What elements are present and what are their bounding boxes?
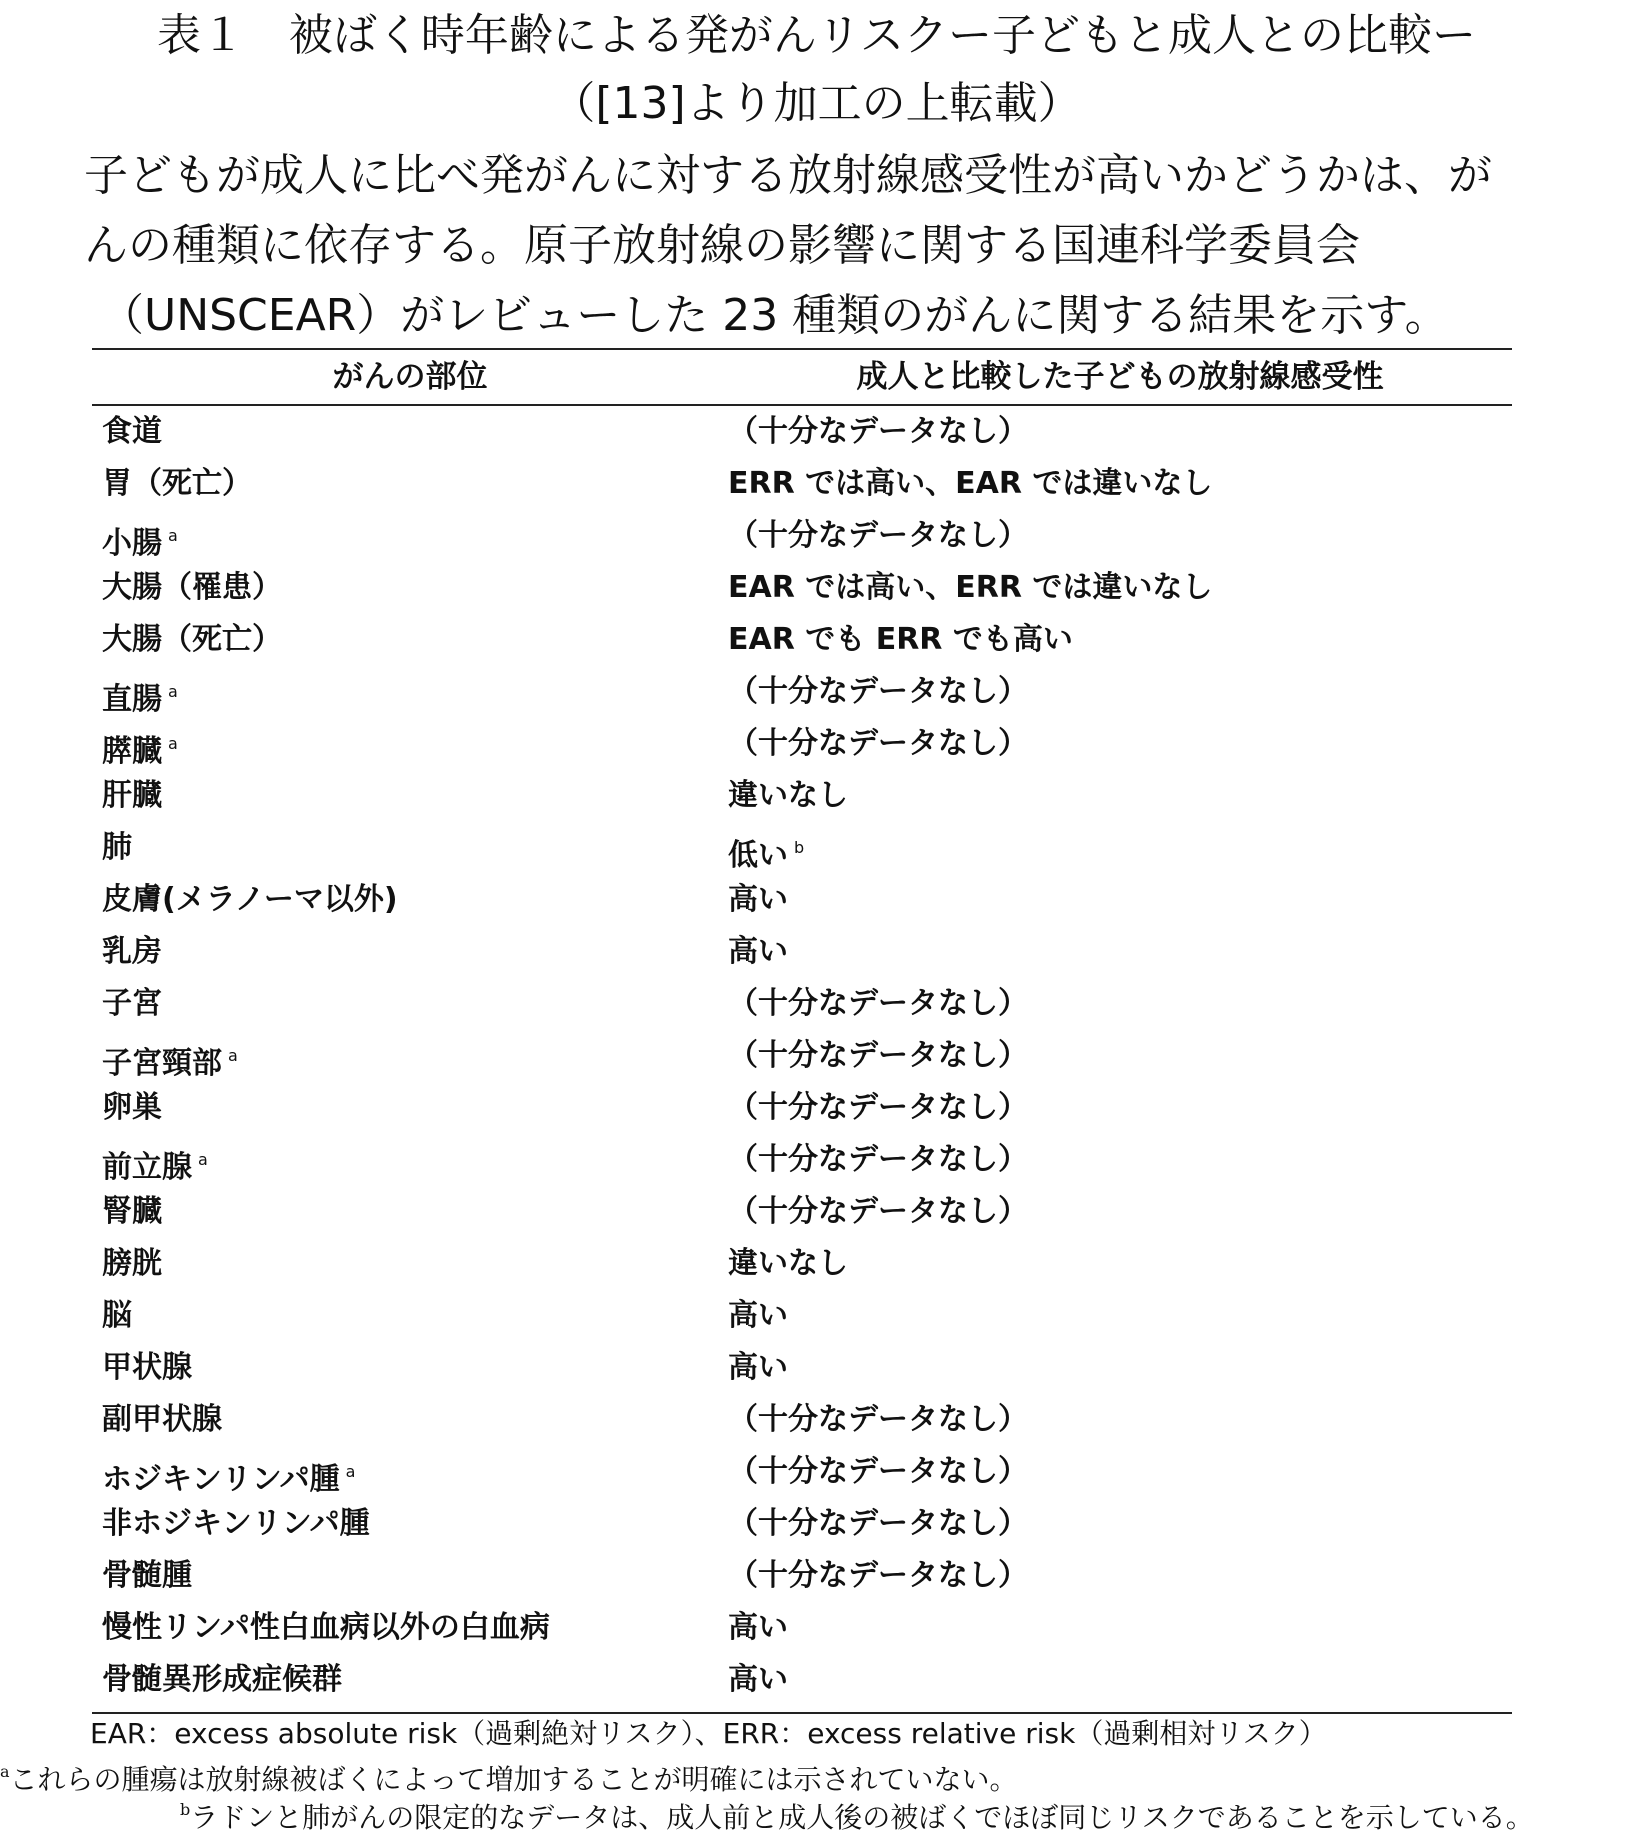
sensitivity-cell: [728, 1030, 1028, 1082]
sensitivity-label: （十分なデータなし）: [728, 1506, 1028, 1541]
table-row: [0, 614, 1633, 666]
cancer-site-label: 副甲状腺: [102, 1402, 222, 1437]
cancer-site-label: 前立腺: [102, 1150, 192, 1185]
cancer-site-label: 腎臓: [102, 1194, 162, 1229]
cancer-site-label: 慢性リンパ性白血病以外の白血病: [102, 1610, 550, 1645]
cancer-site-cell: [102, 1498, 370, 1550]
footnote-marker: a: [198, 1150, 208, 1169]
cancer-site-label: 皮膚(メラノーマ以外): [102, 882, 398, 917]
table-row: [0, 926, 1633, 978]
sensitivity-label: 高い: [728, 934, 788, 969]
cancer-site-label: 直腸: [102, 682, 162, 717]
footnote-b-mark: b: [180, 1800, 191, 1819]
sensitivity-label: 高い: [728, 1350, 788, 1385]
cancer-site-cell: [102, 614, 282, 666]
table-title: 表１ 被ばく時年齢による発がんリスクー子どもと成人との比較ー: [156, 10, 1477, 61]
table-row: [0, 1238, 1633, 1290]
cancer-site-cell: [102, 1446, 355, 1498]
sensitivity-label: EAR でも ERR でも高い: [728, 622, 1073, 657]
sensitivity-cell: [728, 406, 1028, 458]
sensitivity-cell: [728, 562, 1212, 614]
table-row: [0, 406, 1633, 458]
intro-line-1: 子どもが成人に比べ発がんに対する放射線感受性が高いかどうかは、が: [84, 150, 1492, 201]
sensitivity-cell: [728, 1550, 1028, 1602]
table-row: [0, 458, 1633, 510]
cancer-site-label: 膵臓: [102, 734, 162, 769]
sensitivity-cell: [728, 1082, 1028, 1134]
sensitivity-cell: [728, 822, 804, 874]
cancer-site-cell: [102, 1394, 222, 1446]
sensitivity-cell: [728, 1134, 1028, 1186]
cancer-site-cell: [102, 1030, 238, 1082]
sensitivity-label: （十分なデータなし）: [728, 1090, 1028, 1125]
footnote-abbreviations: EAR：excess absolute risk（過剰絶対リスク）、ERR：excess relative risk（過剰相対リスク）: [90, 1717, 1327, 1750]
sensitivity-cell: [728, 1498, 1028, 1550]
footnote-marker: a: [345, 1462, 356, 1481]
footnote-b-text: ラドンと肺がんの限定的なデータは、成人前と成人後の被ばくでほぼ同じリスクであることを示している。: [190, 1801, 1534, 1834]
table-row: [0, 1342, 1633, 1394]
column-header-sensitivity: 成人と比較した子どもの放射線感受性: [856, 359, 1384, 395]
cancer-site-cell: [102, 666, 178, 718]
footnote-marker: a: [168, 682, 178, 701]
table-subtitle: （[13]より加工の上転載）: [551, 78, 1082, 129]
sensitivity-cell: [728, 1394, 1028, 1446]
footnote-a-mark: a: [0, 1762, 10, 1781]
cancer-site-cell: [102, 926, 162, 978]
sensitivity-cell: [728, 510, 1028, 562]
cancer-site-cell: [102, 458, 252, 510]
table-row: [0, 1082, 1633, 1134]
table-row: [0, 978, 1633, 1030]
table-row: [0, 770, 1633, 822]
cancer-site-label: 子宮: [102, 986, 162, 1021]
sensitivity-label: 違いなし: [728, 1246, 848, 1281]
table-row: [0, 1030, 1633, 1082]
sensitivity-cell: [728, 666, 1028, 718]
table-row: [0, 874, 1633, 926]
sensitivity-cell: [728, 1446, 1028, 1498]
sensitivity-cell: [728, 1186, 1028, 1238]
cancer-site-label: 非ホジキンリンパ腫: [102, 1506, 370, 1541]
table-row: [0, 1654, 1633, 1706]
column-header-site: がんの部位: [332, 359, 488, 395]
cancer-site-label: 膀胱: [102, 1246, 162, 1281]
table-row: [0, 666, 1633, 718]
cancer-site-label: 小腸: [102, 526, 162, 561]
cancer-site-cell: [102, 1290, 132, 1342]
sensitivity-label: （十分なデータなし）: [728, 1142, 1028, 1177]
table-body: [0, 406, 1633, 1706]
cancer-site-cell: [102, 1342, 192, 1394]
sensitivity-label: （十分なデータなし）: [728, 1038, 1028, 1073]
cancer-site-cell: [102, 770, 162, 822]
sensitivity-label: （十分なデータなし）: [728, 1454, 1028, 1489]
footnote-marker: a: [228, 1046, 238, 1065]
sensitivity-label: （十分なデータなし）: [728, 986, 1028, 1021]
sensitivity-label: 高い: [728, 1610, 788, 1645]
sensitivity-cell: [728, 718, 1028, 770]
table-row: [0, 718, 1633, 770]
cancer-site-label: 子宮頸部: [102, 1046, 222, 1081]
table-top-rule: [92, 348, 1512, 350]
table-row: [0, 562, 1633, 614]
cancer-site-label: 食道: [102, 414, 162, 449]
sensitivity-label: （十分なデータなし）: [728, 674, 1028, 709]
sensitivity-cell: [728, 926, 788, 978]
cancer-site-cell: [102, 1186, 162, 1238]
table-row: [0, 1134, 1633, 1186]
table-row: [0, 1446, 1633, 1498]
sensitivity-label: （十分なデータなし）: [728, 726, 1028, 761]
cancer-site-label: 脳: [102, 1298, 132, 1333]
footnote-marker: a: [168, 526, 178, 545]
cancer-site-cell: [102, 874, 398, 926]
intro-line-2: んの種類に依存する。原子放射線の影響に関する国連科学委員会: [84, 220, 1360, 271]
cancer-site-cell: [102, 1082, 162, 1134]
cancer-site-cell: [102, 978, 162, 1030]
cancer-site-cell: [102, 1602, 550, 1654]
sensitivity-label: （十分なデータなし）: [728, 1402, 1028, 1437]
table-row: [0, 1498, 1633, 1550]
cancer-site-cell: [102, 510, 178, 562]
table-row: [0, 510, 1633, 562]
sensitivity-cell: [728, 1342, 788, 1394]
cancer-site-cell: [102, 822, 132, 874]
cancer-site-label: 肺: [102, 830, 132, 865]
table-row: [0, 1394, 1633, 1446]
cancer-site-cell: [102, 1550, 192, 1602]
sensitivity-cell: [728, 1654, 788, 1706]
cancer-site-label: 胃（死亡）: [102, 466, 252, 501]
footnote-marker: b: [794, 838, 805, 857]
cancer-site-label: 大腸（罹患）: [102, 570, 282, 605]
cancer-site-label: 骨髄腫: [102, 1558, 192, 1593]
footnote-a-text: これらの腫瘍は放射線被ばくによって増加することが明確には示されていない。: [9, 1763, 1018, 1796]
table-row: [0, 1186, 1633, 1238]
cancer-site-label: 乳房: [102, 934, 162, 969]
sensitivity-cell: [728, 458, 1212, 510]
sensitivity-cell: [728, 874, 788, 926]
sensitivity-label: 高い: [728, 882, 788, 917]
sensitivity-cell: [728, 1290, 788, 1342]
sensitivity-label: 高い: [728, 1662, 788, 1697]
sensitivity-cell: [728, 770, 848, 822]
sensitivity-cell: [728, 1238, 848, 1290]
sensitivity-label: 違いなし: [728, 778, 848, 813]
footnote-marker: a: [168, 734, 178, 753]
sensitivity-label: （十分なデータなし）: [728, 414, 1028, 449]
cancer-site-label: 肝臓: [102, 778, 162, 813]
cancer-site-label: 骨髄異形成症候群: [102, 1662, 342, 1697]
table-row: [0, 1602, 1633, 1654]
table-row: [0, 822, 1633, 874]
cancer-site-cell: [102, 1654, 342, 1706]
cancer-site-cell: [102, 406, 162, 458]
cancer-site-label: 大腸（死亡）: [102, 622, 282, 657]
cancer-site-cell: [102, 1238, 162, 1290]
cancer-site-label: 卵巣: [102, 1090, 162, 1125]
intro-line-3: （UNSCEAR）がレビューした 23 種類のがんに関する結果を示す。: [100, 290, 1449, 341]
cancer-site-cell: [102, 1134, 208, 1186]
sensitivity-cell: [728, 1602, 788, 1654]
sensitivity-label: ERR では高い、EAR では違いなし: [728, 466, 1213, 501]
table-row: [0, 1290, 1633, 1342]
sensitivity-label: （十分なデータなし）: [728, 1558, 1028, 1593]
cancer-site-label: 甲状腺: [102, 1350, 192, 1385]
sensitivity-label: 高い: [728, 1298, 788, 1333]
sensitivity-cell: [728, 978, 1028, 1030]
sensitivity-label: EAR では高い、ERR では違いなし: [728, 570, 1213, 605]
cancer-site-cell: [102, 718, 178, 770]
sensitivity-label: 低い: [728, 838, 788, 873]
cancer-site-label: ホジキンリンパ腫: [102, 1462, 340, 1497]
sensitivity-label: （十分なデータなし）: [728, 1194, 1028, 1229]
table-row: [0, 1550, 1633, 1602]
sensitivity-label: （十分なデータなし）: [728, 518, 1028, 553]
cancer-site-cell: [102, 562, 282, 614]
sensitivity-cell: [728, 614, 1073, 666]
